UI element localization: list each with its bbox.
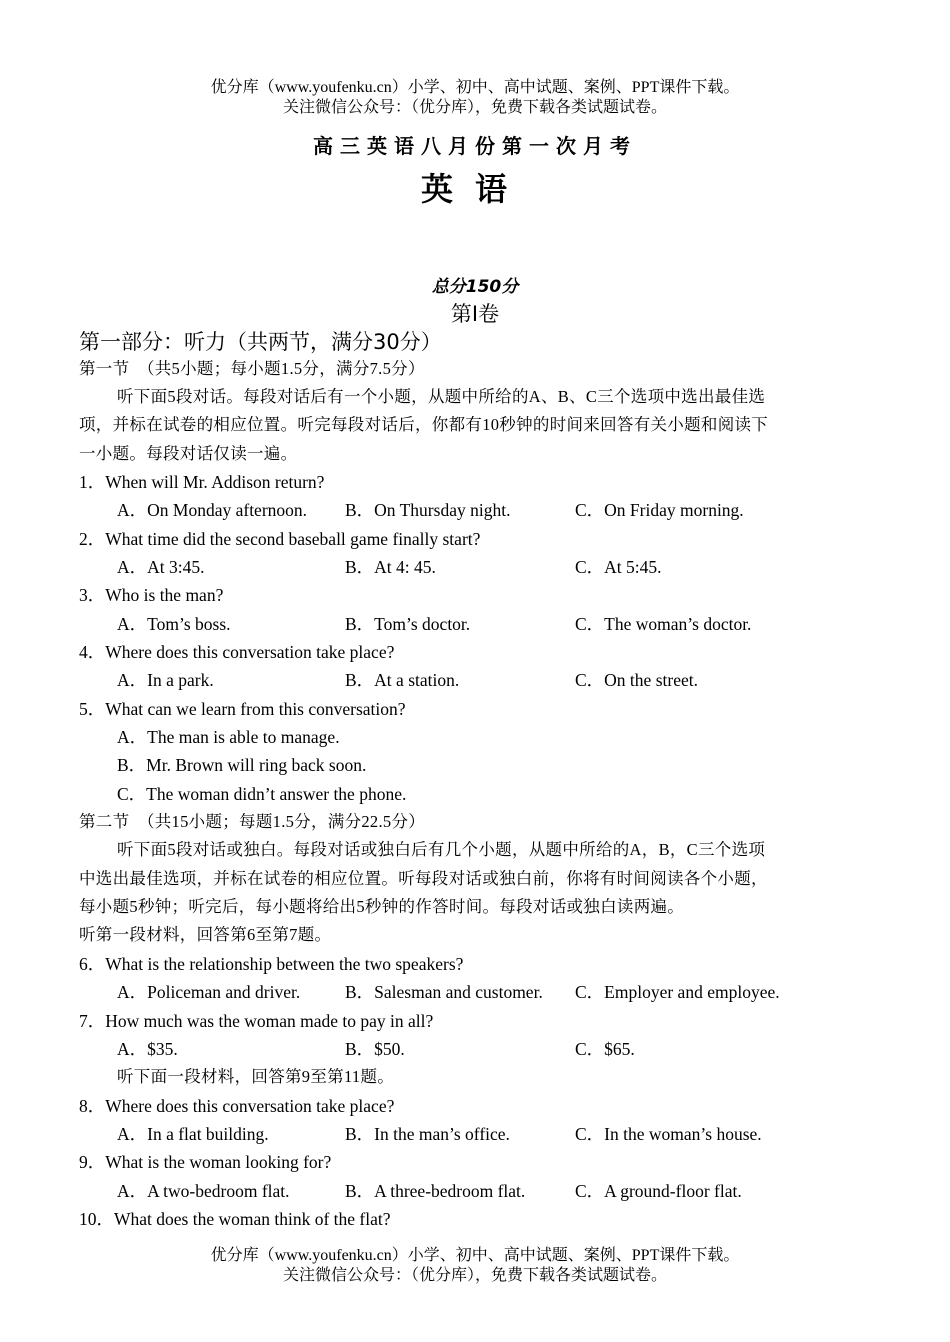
subject-title: 英语 <box>420 170 529 208</box>
question-5-stem: 5．What can we learn from this conversation? <box>79 699 406 719</box>
question-7-stem: 7．How much was the woman made to pay in all? <box>79 1011 434 1031</box>
question-1-option-a: A．On Monday afternoon. <box>117 500 308 520</box>
footer-line-1: 优分库（www.youfenku.cn）小学、初中、高中试题、案例、PPT课件下载。 <box>210 1247 740 1264</box>
section2-title: 第二节 （共15小题；每题1.5分，满分22.5分） <box>79 812 426 831</box>
question-3-option-a: A．Tom’s boss. <box>117 614 231 634</box>
question-9-option-a: A．A two-bedroom flat. <box>117 1181 290 1201</box>
question-4-option-a: A．In a park. <box>117 670 214 690</box>
question-2-option-c: C．At 5:45. <box>575 557 662 577</box>
question-9-option-c: C．A ground-floor flat. <box>575 1181 742 1201</box>
volume-label: 第Ⅰ卷 <box>450 302 500 326</box>
section1-instruction-3: 一小题。每段对话仅读一遍。 <box>79 444 298 463</box>
question-1-stem: 1．When will Mr. Addison return? <box>79 472 325 492</box>
section2-material-1: 听第一段材料，回答第6至第7题。 <box>79 925 332 944</box>
question-10-stem: 10．What does the woman think of the flat? <box>79 1209 391 1229</box>
section2-instruction-1: 听下面5段对话或独白。每段对话或独白后有几个小题，从题中所给的A，B，C三个选项 <box>117 840 766 859</box>
section1-instruction-2: 项，并标在试卷的相应位置。听完每段对话后，你都有10秒钟的时间来回答有关小题和阅读下 <box>79 415 769 434</box>
footer-line-2: 关注微信公众号：（优分库），免费下载各类试题试卷。 <box>282 1267 667 1284</box>
question-7-option-c: C．$65. <box>575 1039 635 1059</box>
question-2-option-b: B．At 4: 45. <box>345 557 436 577</box>
question-6-option-a: A．Policeman and driver. <box>117 982 301 1002</box>
header-line-1: 优分库（www.youfenku.cn）小学、初中、高中试题、案例、PPT课件下载。 <box>210 79 740 96</box>
question-6-stem: 6．What is the relationship between the two speakers? <box>79 954 464 974</box>
question-4-option-b: B．At a station. <box>345 670 460 690</box>
header-line-2: 关注微信公众号：（优分库），免费下载各类试题试卷。 <box>282 99 667 116</box>
question-8-stem: 8．Where does this conversation take place? <box>79 1096 395 1116</box>
question-5-option-c: C．The woman didn’t answer the phone. <box>117 784 407 804</box>
question-5-option-b: B．Mr. Brown will ring back soon. <box>117 755 367 775</box>
question-8-option-c: C．In the woman’s house. <box>575 1124 762 1144</box>
question-8-option-a: A．In a flat building. <box>117 1124 269 1144</box>
question-4-option-c: C．On the street. <box>575 670 698 690</box>
section2-instruction-2: 中选出最佳选项，并标在试卷的相应位置。听每段对话或独白前，你将有时间阅读各个小题， <box>79 869 768 888</box>
section1-title: 第一节 （共5小题；每小题1.5分，满分7.5分） <box>79 359 425 378</box>
part1-title: 第一部分：听力（共两节，满分30分） <box>79 330 442 354</box>
total-score: 总分150分 <box>431 277 519 297</box>
question-3-stem: 3．Who is the man? <box>79 585 224 605</box>
exam-title: 高三英语八月份第一次月考 <box>313 134 637 158</box>
question-9-option-b: B．A three-bedroom flat. <box>345 1181 526 1201</box>
question-4-stem: 4．Where does this conversation take place? <box>79 642 395 662</box>
question-6-option-c: C．Employer and employee. <box>575 982 780 1002</box>
question-8-option-b: B．In the man’s office. <box>345 1124 510 1144</box>
question-1-option-c: C．On Friday morning. <box>575 500 744 520</box>
question-7-option-b: B．$50. <box>345 1039 405 1059</box>
question-2-stem: 2．What time did the second baseball game finally start? <box>79 529 481 549</box>
section2-material-2: 听下面一段材料，回答第9至第11题。 <box>117 1067 395 1086</box>
section2-instruction-3: 每小题5秒钟；听完后，每小题将给出5秒钟的作答时间。每段对话或独白读两遍。 <box>79 897 685 916</box>
section1-instruction-1: 听下面5段对话。每段对话后有一个小题，从题中所给的A、B、C三个选项中选出最佳选 <box>117 387 766 406</box>
question-7-option-a: A．$35. <box>117 1039 178 1059</box>
question-5-option-a: A．The man is able to manage. <box>117 727 340 747</box>
question-1-option-b: B．On Thursday night. <box>345 500 511 520</box>
question-3-option-c: C．The woman’s doctor. <box>575 614 752 634</box>
question-3-option-b: B．Tom’s doctor. <box>345 614 471 634</box>
question-6-option-b: B．Salesman and customer. <box>345 982 543 1002</box>
question-2-option-a: A．At 3:45. <box>117 557 205 577</box>
question-9-stem: 9．What is the woman looking for? <box>79 1152 332 1172</box>
